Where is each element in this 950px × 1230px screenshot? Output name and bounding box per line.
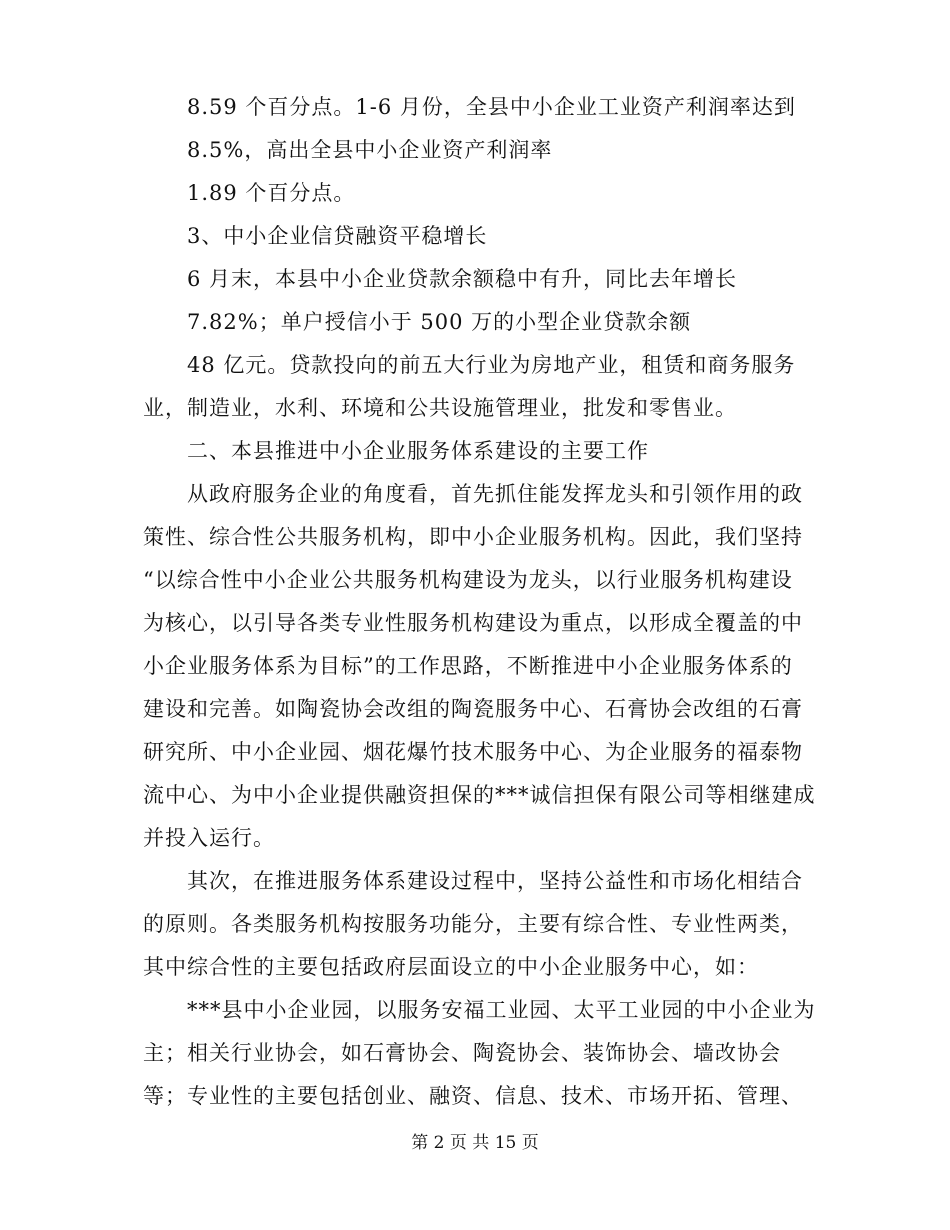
text-line: 1.89 个百分点。 [187, 181, 356, 205]
section-heading: 二、本县推进中小企业服务体系建设的主要工作 [187, 439, 649, 463]
text-line: “以综合性中小企业公共服务机构建设为龙头，以行业服务机构建设 [143, 568, 793, 592]
page-footer: 第 2 页 共 15 页 [411, 1133, 539, 1153]
text-line: 6 月末，本县中小企业贷款余额稳中有升，同比去年增长 [187, 267, 738, 291]
text-line: 流中心、为中小企业提供融资担保的***诚信担保有限公司等相继建成 [143, 783, 816, 807]
text-line: ***县中小企业园，以服务安福工业园、太平工业园的中小企业为 [187, 998, 816, 1022]
text-line: 从政府服务企业的角度看，首先抓住能发挥龙头和引领作用的政 [187, 482, 803, 506]
text-line: 的原则。各类服务机构按服务功能分，主要有综合性、专业性两类， [143, 912, 803, 936]
text-line: 业，制造业，水利、环境和公共设施管理业，批发和零售业。 [143, 396, 737, 420]
text-line: 等；专业性的主要包括创业、融资、信息、技术、市场开拓、管理、 [143, 1084, 803, 1108]
text-line: 8.59 个百分点。1-6 月份，全县中小企业工业资产利润率达到 [187, 95, 796, 119]
section-heading: 3、中小企业信贷融资平稳增长 [187, 224, 488, 248]
text-line: 主；相关行业协会，如石膏协会、陶瓷协会、装饰协会、墙改协会 [143, 1041, 781, 1065]
text-line: 策性、综合性公共服务机构，即中小企业服务机构。因此，我们坚持 [143, 525, 803, 549]
text-line: 并投入运行。 [143, 826, 275, 850]
text-line: 其中综合性的主要包括政府层面设立的中小企业服务中心，如： [143, 955, 759, 979]
text-line: 7.82%；单户授信小于 500 万的小型企业贷款余额 [187, 310, 692, 334]
text-line: 小企业服务体系为目标”的工作思路，不断推进中小企业服务体系的 [143, 654, 793, 678]
text-line: 为核心，以引导各类专业性服务机构建设为重点，以形成全覆盖的中 [143, 611, 803, 635]
text-line: 48 亿元。贷款投向的前五大行业为房地产业，租赁和商务服务 [187, 353, 796, 377]
text-line: 其次，在推进服务体系建设过程中，坚持公益性和市场化相结合 [187, 869, 803, 893]
text-line: 建设和完善。如陶瓷协会改组的陶瓷服务中心、石膏协会改组的石膏 [143, 697, 803, 721]
text-line: 8.5%，高出全县中小企业资产利润率 [187, 138, 553, 162]
text-line: 研究所、中小企业园、烟花爆竹技术服务中心、为企业服务的福泰物 [143, 740, 803, 764]
